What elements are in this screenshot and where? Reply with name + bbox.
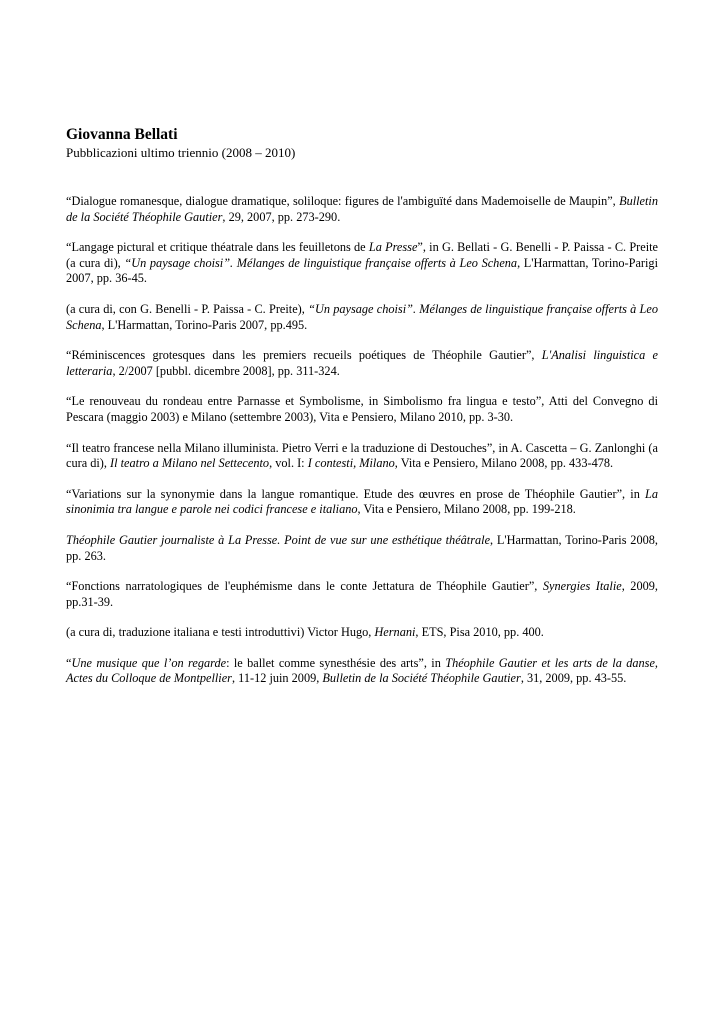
publication-title-italic: “Un paysage choisi”. Mélanges de linguistique française offerts à Leo Schena [66, 301, 659, 332]
publication-title-italic: Hernani [374, 625, 416, 640]
publication-text: “Dialogue romanesque, dialogue dramatique, soliloque: figures de l'ambiguïté dans Mademoiselle de Maupin”, [66, 194, 620, 208]
publication-entry [66, 441, 658, 472]
publication-entry [66, 302, 658, 333]
publication-text: “ [66, 655, 72, 670]
publication-text: “Variations sur la synonymie dans la langue romantique. Etude des œuvres en prose de Théophile Gautier”, in [66, 486, 645, 501]
publication-text: , 11-12 juin 2009, [231, 671, 323, 686]
publication-text: “Il teatro francese nella Milano illuminista. Pietro Verri e la traduzione di Destouches”, in A. Cascetta – G. Zanlonghi (a cura di), [66, 440, 658, 471]
publication-text: , 2/2007 [pubbl. dicembre 2008], pp. 311-324. [112, 363, 340, 378]
publication-text: , 29, 2007, pp. 273-290. [222, 209, 341, 224]
publication-text: , 2009, pp.31-39. [66, 579, 658, 609]
publication-title-italic: Théophile Gautier journaliste à La Presse. Point de vue sur une esthétique théâtrale [66, 532, 491, 547]
publication-text: “Langage pictural et critique théatrale dans les feuilletons de [66, 240, 369, 255]
publication-text: ”, in G. Bellati - G. Benelli - P. Paissa - C. Preite (a cura di), [66, 240, 659, 270]
publication-title-italic: Bulletin de la Société Théophile Gautier [322, 671, 521, 686]
publication-text: , L'Harmattan, Torino-Parigi 2007, pp. 36-45. [66, 255, 658, 286]
publication-entry [66, 579, 658, 610]
publication-text: , Vita e Pensiero, Milano 2008, pp. 199-218. [357, 502, 576, 517]
publication-entry [66, 487, 658, 518]
publication-title-italic: L'Analisi linguistica e letteraria [66, 348, 658, 378]
publication-title-italic: Il teatro a Milano nel Settecento [110, 456, 270, 471]
publication-list [66, 194, 658, 687]
publication-title-italic: I contesti, Milano [307, 456, 395, 471]
publication-title-italic: Une musique que l’on regarde [71, 655, 227, 670]
publication-title-italic: La sinonimia tra langue e parole nei codici francese e italiano [66, 486, 658, 517]
publication-text: (a cura di, con G. Benelli - P. Paissa - C. Preite), [66, 301, 309, 316]
publication-title-italic: La Presse [368, 240, 418, 255]
publication-entry [66, 625, 658, 641]
publication-title-italic: Théophile Gautier et les arts de la danse, Actes du Colloque de Montpellier [66, 655, 658, 686]
publication-text: (a cura di, traduzione italiana e testi introduttivi) Victor Hugo, [66, 625, 375, 640]
publication-text: “Fonctions narratologiques de l'euphémisme dans le conte Jettatura de Théophile Gautier”, [66, 579, 543, 594]
publication-text: : le ballet comme synesthésie des arts”, in [226, 655, 446, 670]
publication-entry [66, 194, 658, 225]
publication-text: , 31, 2009, pp. 43-55. [520, 671, 627, 686]
publication-text: “Le renouveau du rondeau entre Parnasse et Symbolisme, in Simbolismo fra lingua e testo”, Atti del Convegno di Pescara (maggio 2003) e Milano (settembre 2003), Vita e Pensiero, Milano 2010, pp. 3-30. [66, 394, 658, 424]
publication-entry [66, 394, 658, 425]
publication-text: , L'Harmattan, Torino-Paris 2008, pp. 263. [66, 532, 658, 563]
publication-text: , vol. I: [269, 456, 308, 471]
publication-text: , L'Harmattan, Torino-Paris 2007, pp.495. [101, 317, 308, 332]
document-page [66, 125, 658, 702]
publication-entry [66, 533, 658, 564]
author-name: Giovanna Bellati [66, 126, 178, 143]
publication-entry [66, 240, 658, 287]
publication-title-italic: “Un paysage choisi”. Mélanges de linguistique française offerts à Leo Schena [124, 255, 518, 270]
publication-text: , Vita e Pensiero, Milano 2008, pp. 433-478. [394, 456, 614, 471]
publication-text: , ETS, Pisa 2010, pp. 400. [415, 625, 544, 640]
publication-text: “Réminiscences grotesques dans les premiers recueils poétiques de Théophile Gautier”, [66, 348, 542, 363]
document-subtitle: Pubblicazioni ultimo triennio (2008 – 2010) [66, 145, 296, 160]
publication-title-italic: Bulletin de la Société Théophile Gautier [66, 194, 658, 224]
publication-entry [66, 656, 658, 687]
publication-title-italic: Synergies Italie [542, 579, 622, 594]
publication-entry [66, 348, 658, 379]
